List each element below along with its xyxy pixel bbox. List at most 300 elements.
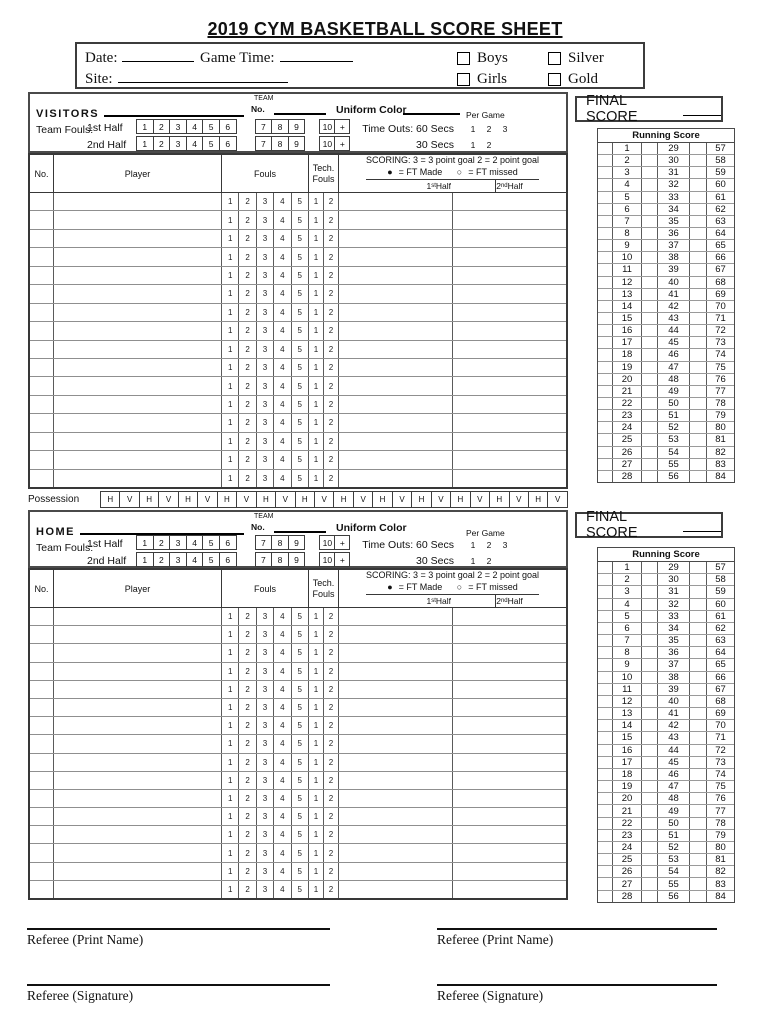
score-mark-cell[interactable] xyxy=(641,228,657,239)
score-mark-cell[interactable] xyxy=(689,574,706,585)
score-mark-cell[interactable] xyxy=(641,192,657,203)
foul-cell[interactable]: 5 xyxy=(292,790,309,807)
score-number-cell[interactable]: 19 xyxy=(612,362,641,373)
foul-cell[interactable]: 1 xyxy=(222,644,239,661)
foul-cell[interactable]: 2 xyxy=(239,717,256,734)
score-number-cell[interactable]: 39 xyxy=(657,264,689,275)
score-number-cell[interactable]: 79 xyxy=(706,410,734,421)
tech-foul-cell[interactable]: 2 xyxy=(324,808,339,825)
score-mark-cell[interactable] xyxy=(689,635,706,646)
player-number-cell[interactable] xyxy=(30,451,54,468)
foul-cell[interactable]: 1 xyxy=(222,790,239,807)
possession-cell[interactable]: H xyxy=(489,491,509,508)
score-mark-cell[interactable] xyxy=(689,781,706,792)
foul-cell[interactable]: 1 xyxy=(222,881,239,898)
score-mark-cell[interactable] xyxy=(641,854,657,865)
score-mark-cell[interactable] xyxy=(689,623,706,634)
tech-foul-cell[interactable]: 1 xyxy=(309,377,324,394)
player-number-cell[interactable] xyxy=(30,304,54,321)
score-mark-cell[interactable] xyxy=(641,155,657,166)
score-mark-cell[interactable] xyxy=(598,264,612,275)
tech-foul-cell[interactable]: 2 xyxy=(324,735,339,752)
player-number-cell[interactable] xyxy=(30,699,54,716)
score-number-cell[interactable]: 48 xyxy=(657,374,689,385)
score-mark-cell[interactable] xyxy=(641,586,657,597)
score-number-cell[interactable]: 44 xyxy=(657,325,689,336)
score-number-cell[interactable]: 68 xyxy=(706,277,734,288)
foul-cell[interactable]: 1 xyxy=(222,808,239,825)
player-name-cell[interactable] xyxy=(54,663,222,680)
scoring-second-half-cell[interactable] xyxy=(453,881,566,898)
score-number-cell[interactable]: 21 xyxy=(612,386,641,397)
score-number-cell[interactable]: 12 xyxy=(612,277,641,288)
player-number-cell[interactable] xyxy=(30,735,54,752)
scoring-second-half-cell[interactable] xyxy=(453,681,566,698)
score-mark-cell[interactable] xyxy=(689,301,706,312)
score-mark-cell[interactable] xyxy=(641,562,657,573)
team-foul-cell[interactable]: 6 xyxy=(219,535,237,550)
score-number-cell[interactable]: 77 xyxy=(706,386,734,397)
foul-cell[interactable]: 5 xyxy=(292,377,309,394)
score-mark-cell[interactable] xyxy=(689,374,706,385)
foul-cell[interactable]: 3 xyxy=(257,844,274,861)
score-mark-cell[interactable] xyxy=(641,362,657,373)
foul-cell[interactable]: 3 xyxy=(257,881,274,898)
player-number-cell[interactable] xyxy=(30,663,54,680)
tech-foul-cell[interactable]: 1 xyxy=(309,790,324,807)
scoring-second-half-cell[interactable] xyxy=(453,451,566,468)
foul-cell[interactable]: 2 xyxy=(239,304,256,321)
score-number-cell[interactable]: 48 xyxy=(657,793,689,804)
score-number-cell[interactable]: 71 xyxy=(706,313,734,324)
score-mark-cell[interactable] xyxy=(641,240,657,251)
score-number-cell[interactable]: 57 xyxy=(706,143,734,154)
scoring-second-half-cell[interactable] xyxy=(453,285,566,302)
scoring-first-half-cell[interactable] xyxy=(339,663,453,680)
foul-cell[interactable]: 1 xyxy=(222,248,239,265)
foul-cell[interactable]: 1 xyxy=(222,663,239,680)
score-number-cell[interactable]: 32 xyxy=(657,179,689,190)
score-mark-cell[interactable] xyxy=(641,830,657,841)
score-mark-cell[interactable] xyxy=(598,313,612,324)
foul-cell[interactable]: 3 xyxy=(257,396,274,413)
score-mark-cell[interactable] xyxy=(641,398,657,409)
player-name-cell[interactable] xyxy=(54,377,222,394)
player-name-cell[interactable] xyxy=(54,844,222,861)
scoring-second-half-cell[interactable] xyxy=(453,790,566,807)
foul-cell[interactable]: 3 xyxy=(257,663,274,680)
score-mark-cell[interactable] xyxy=(689,757,706,768)
player-number-cell[interactable] xyxy=(30,248,54,265)
checkbox-icon[interactable] xyxy=(548,73,561,86)
score-mark-cell[interactable] xyxy=(689,805,706,816)
scoring-first-half-cell[interactable] xyxy=(339,844,453,861)
timeout-count-cell[interactable]: 2 xyxy=(486,140,492,150)
tech-foul-cell[interactable]: 1 xyxy=(309,881,324,898)
foul-cell[interactable]: 2 xyxy=(239,663,256,680)
foul-cell[interactable]: 3 xyxy=(257,322,274,339)
score-mark-cell[interactable] xyxy=(689,818,706,829)
foul-cell[interactable]: 4 xyxy=(274,433,291,450)
foul-cell[interactable]: 5 xyxy=(292,808,309,825)
player-name-cell[interactable] xyxy=(54,626,222,643)
score-mark-cell[interactable] xyxy=(689,252,706,263)
score-number-cell[interactable]: 13 xyxy=(612,708,641,719)
score-mark-cell[interactable] xyxy=(598,745,612,756)
player-name-cell[interactable] xyxy=(54,717,222,734)
score-mark-cell[interactable] xyxy=(641,325,657,336)
possession-cell[interactable]: V xyxy=(275,491,295,508)
timeout-count-cell[interactable]: 1 xyxy=(470,540,476,550)
tech-foul-cell[interactable]: 1 xyxy=(309,644,324,661)
foul-cell[interactable]: 5 xyxy=(292,863,309,880)
tech-foul-cell[interactable]: 1 xyxy=(309,470,324,487)
timeout-count-cell[interactable]: 3 xyxy=(502,540,508,550)
foul-cell[interactable]: 3 xyxy=(257,644,274,661)
score-number-cell[interactable]: 5 xyxy=(612,192,641,203)
team-foul-cell[interactable]: 6 xyxy=(219,552,237,567)
foul-cell[interactable]: 1 xyxy=(222,826,239,843)
score-number-cell[interactable]: 6 xyxy=(612,623,641,634)
foul-cell[interactable]: 2 xyxy=(239,377,256,394)
score-mark-cell[interactable] xyxy=(598,599,612,610)
tech-foul-cell[interactable]: 2 xyxy=(324,304,339,321)
team-foul-cell[interactable]: 3 xyxy=(169,136,187,151)
team-foul-cell[interactable]: 4 xyxy=(186,552,204,567)
foul-cell[interactable]: 4 xyxy=(274,663,291,680)
team-number-line[interactable] xyxy=(274,100,326,115)
foul-cell[interactable]: 5 xyxy=(292,608,309,625)
score-number-cell[interactable]: 53 xyxy=(657,854,689,865)
score-mark-cell[interactable] xyxy=(689,325,706,336)
score-mark-cell[interactable] xyxy=(641,745,657,756)
score-mark-cell[interactable] xyxy=(689,410,706,421)
scoring-first-half-cell[interactable] xyxy=(339,285,453,302)
tech-foul-cell[interactable]: 1 xyxy=(309,248,324,265)
score-mark-cell[interactable] xyxy=(598,277,612,288)
foul-cell[interactable]: 1 xyxy=(222,396,239,413)
score-number-cell[interactable]: 30 xyxy=(657,574,689,585)
foul-cell[interactable]: 2 xyxy=(239,754,256,771)
possession-cell[interactable]: H xyxy=(295,491,315,508)
score-mark-cell[interactable] xyxy=(598,228,612,239)
tech-foul-cell[interactable]: 2 xyxy=(324,790,339,807)
score-number-cell[interactable]: 72 xyxy=(706,325,734,336)
team-foul-cell[interactable]: 5 xyxy=(202,552,220,567)
foul-cell[interactable]: 5 xyxy=(292,699,309,716)
player-name-cell[interactable] xyxy=(54,735,222,752)
player-number-cell[interactable] xyxy=(30,341,54,358)
foul-cell[interactable]: 1 xyxy=(222,304,239,321)
team-foul-cell[interactable]: + xyxy=(334,552,350,567)
score-mark-cell[interactable] xyxy=(689,696,706,707)
scoring-first-half-cell[interactable] xyxy=(339,608,453,625)
score-number-cell[interactable]: 73 xyxy=(706,757,734,768)
team-foul-cell[interactable]: + xyxy=(334,535,350,550)
score-mark-cell[interactable] xyxy=(641,313,657,324)
score-number-cell[interactable]: 2 xyxy=(612,155,641,166)
timeout-count-cell[interactable]: 1 xyxy=(470,140,476,150)
foul-cell[interactable]: 4 xyxy=(274,248,291,265)
scoring-second-half-cell[interactable] xyxy=(453,304,566,321)
player-name-cell[interactable] xyxy=(54,248,222,265)
scoring-first-half-cell[interactable] xyxy=(339,359,453,376)
scoring-second-half-cell[interactable] xyxy=(453,414,566,431)
scoring-second-half-cell[interactable] xyxy=(453,341,566,358)
foul-cell[interactable]: 4 xyxy=(274,211,291,228)
possession-cell[interactable]: H xyxy=(100,491,120,508)
score-number-cell[interactable]: 82 xyxy=(706,866,734,877)
score-number-cell[interactable]: 10 xyxy=(612,252,641,263)
foul-cell[interactable]: 2 xyxy=(239,772,256,789)
score-mark-cell[interactable] xyxy=(641,459,657,470)
foul-cell[interactable]: 3 xyxy=(257,285,274,302)
foul-cell[interactable]: 3 xyxy=(257,211,274,228)
possession-cell[interactable]: H xyxy=(217,491,237,508)
score-number-cell[interactable]: 61 xyxy=(706,611,734,622)
tech-foul-cell[interactable]: 2 xyxy=(324,681,339,698)
score-mark-cell[interactable] xyxy=(598,471,612,482)
score-mark-cell[interactable] xyxy=(689,349,706,360)
score-mark-cell[interactable] xyxy=(689,362,706,373)
team-foul-cell[interactable]: 4 xyxy=(186,136,204,151)
score-mark-cell[interactable] xyxy=(641,289,657,300)
foul-cell[interactable]: 4 xyxy=(274,790,291,807)
score-mark-cell[interactable] xyxy=(598,818,612,829)
tech-foul-cell[interactable]: 2 xyxy=(324,211,339,228)
scoring-second-half-cell[interactable] xyxy=(453,433,566,450)
score-mark-cell[interactable] xyxy=(689,216,706,227)
foul-cell[interactable]: 2 xyxy=(239,470,256,487)
foul-cell[interactable]: 4 xyxy=(274,808,291,825)
score-number-cell[interactable]: 49 xyxy=(657,386,689,397)
score-number-cell[interactable]: 40 xyxy=(657,277,689,288)
player-name-cell[interactable] xyxy=(54,772,222,789)
team-foul-cell[interactable]: 3 xyxy=(169,552,187,567)
foul-cell[interactable]: 5 xyxy=(292,644,309,661)
player-name-cell[interactable] xyxy=(54,826,222,843)
score-number-cell[interactable]: 70 xyxy=(706,720,734,731)
score-mark-cell[interactable] xyxy=(689,434,706,445)
scoring-second-half-cell[interactable] xyxy=(453,717,566,734)
score-number-cell[interactable]: 15 xyxy=(612,313,641,324)
player-number-cell[interactable] xyxy=(30,863,54,880)
scoring-first-half-cell[interactable] xyxy=(339,433,453,450)
tech-foul-cell[interactable]: 2 xyxy=(324,663,339,680)
foul-cell[interactable]: 3 xyxy=(257,267,274,284)
scoring-first-half-cell[interactable] xyxy=(339,826,453,843)
player-number-cell[interactable] xyxy=(30,754,54,771)
score-number-cell[interactable]: 41 xyxy=(657,708,689,719)
score-number-cell[interactable]: 52 xyxy=(657,842,689,853)
score-mark-cell[interactable] xyxy=(598,574,612,585)
score-mark-cell[interactable] xyxy=(689,167,706,178)
player-number-cell[interactable] xyxy=(30,608,54,625)
foul-cell[interactable]: 2 xyxy=(239,285,256,302)
score-number-cell[interactable]: 36 xyxy=(657,647,689,658)
scoring-second-half-cell[interactable] xyxy=(453,735,566,752)
checkbox-icon[interactable] xyxy=(457,73,470,86)
score-mark-cell[interactable] xyxy=(598,878,612,889)
tech-foul-cell[interactable]: 2 xyxy=(324,396,339,413)
score-number-cell[interactable]: 29 xyxy=(657,143,689,154)
foul-cell[interactable]: 5 xyxy=(292,396,309,413)
score-number-cell[interactable]: 68 xyxy=(706,696,734,707)
tech-foul-cell[interactable]: 2 xyxy=(324,881,339,898)
foul-cell[interactable]: 3 xyxy=(257,808,274,825)
scoring-second-half-cell[interactable] xyxy=(453,267,566,284)
game-time-input-line[interactable] xyxy=(280,48,353,62)
tech-foul-cell[interactable]: 1 xyxy=(309,285,324,302)
player-name-cell[interactable] xyxy=(54,322,222,339)
score-mark-cell[interactable] xyxy=(689,647,706,658)
score-mark-cell[interactable] xyxy=(641,277,657,288)
checkbox-icon[interactable] xyxy=(457,52,470,65)
scoring-first-half-cell[interactable] xyxy=(339,211,453,228)
score-number-cell[interactable]: 14 xyxy=(612,720,641,731)
score-mark-cell[interactable] xyxy=(641,216,657,227)
foul-cell[interactable]: 3 xyxy=(257,341,274,358)
score-mark-cell[interactable] xyxy=(598,769,612,780)
score-number-cell[interactable]: 26 xyxy=(612,866,641,877)
score-mark-cell[interactable] xyxy=(598,866,612,877)
score-number-cell[interactable]: 35 xyxy=(657,635,689,646)
scoring-first-half-cell[interactable] xyxy=(339,681,453,698)
score-number-cell[interactable]: 53 xyxy=(657,434,689,445)
score-number-cell[interactable]: 64 xyxy=(706,647,734,658)
score-mark-cell[interactable] xyxy=(598,781,612,792)
scoring-first-half-cell[interactable] xyxy=(339,881,453,898)
scoring-second-half-cell[interactable] xyxy=(453,322,566,339)
score-number-cell[interactable]: 83 xyxy=(706,878,734,889)
player-number-cell[interactable] xyxy=(30,826,54,843)
score-mark-cell[interactable] xyxy=(598,562,612,573)
score-mark-cell[interactable] xyxy=(598,611,612,622)
score-mark-cell[interactable] xyxy=(641,471,657,482)
score-mark-cell[interactable] xyxy=(689,659,706,670)
score-mark-cell[interactable] xyxy=(641,805,657,816)
score-number-cell[interactable]: 83 xyxy=(706,459,734,470)
tech-foul-cell[interactable]: 2 xyxy=(324,414,339,431)
scoring-first-half-cell[interactable] xyxy=(339,790,453,807)
score-mark-cell[interactable] xyxy=(598,842,612,853)
final-score-line[interactable] xyxy=(683,103,721,116)
foul-cell[interactable]: 3 xyxy=(257,772,274,789)
score-mark-cell[interactable] xyxy=(598,362,612,373)
player-number-cell[interactable] xyxy=(30,267,54,284)
score-mark-cell[interactable] xyxy=(641,891,657,902)
score-mark-cell[interactable] xyxy=(598,349,612,360)
team-foul-cell[interactable]: 3 xyxy=(169,119,187,134)
score-mark-cell[interactable] xyxy=(689,337,706,348)
score-mark-cell[interactable] xyxy=(598,647,612,658)
checkbox-icon[interactable] xyxy=(548,52,561,65)
score-number-cell[interactable]: 42 xyxy=(657,720,689,731)
foul-cell[interactable]: 4 xyxy=(274,735,291,752)
team-foul-cell[interactable]: 8 xyxy=(271,535,289,550)
player-name-cell[interactable] xyxy=(54,267,222,284)
scoring-first-half-cell[interactable] xyxy=(339,644,453,661)
score-mark-cell[interactable] xyxy=(689,672,706,683)
tech-foul-cell[interactable]: 1 xyxy=(309,211,324,228)
score-number-cell[interactable]: 31 xyxy=(657,167,689,178)
tech-foul-cell[interactable]: 2 xyxy=(324,644,339,661)
possession-cell[interactable]: V xyxy=(353,491,373,508)
score-number-cell[interactable]: 57 xyxy=(706,562,734,573)
score-number-cell[interactable]: 84 xyxy=(706,891,734,902)
player-number-cell[interactable] xyxy=(30,644,54,661)
foul-cell[interactable]: 4 xyxy=(274,826,291,843)
team-number-line[interactable] xyxy=(274,518,326,533)
tech-foul-cell[interactable]: 1 xyxy=(309,451,324,468)
score-number-cell[interactable]: 62 xyxy=(706,623,734,634)
score-number-cell[interactable]: 35 xyxy=(657,216,689,227)
foul-cell[interactable]: 1 xyxy=(222,433,239,450)
score-number-cell[interactable]: 70 xyxy=(706,301,734,312)
player-number-cell[interactable] xyxy=(30,433,54,450)
foul-cell[interactable]: 5 xyxy=(292,451,309,468)
tech-foul-cell[interactable]: 1 xyxy=(309,772,324,789)
score-mark-cell[interactable] xyxy=(641,842,657,853)
foul-cell[interactable]: 1 xyxy=(222,844,239,861)
score-mark-cell[interactable] xyxy=(598,167,612,178)
score-number-cell[interactable]: 42 xyxy=(657,301,689,312)
foul-cell[interactable]: 1 xyxy=(222,608,239,625)
player-number-cell[interactable] xyxy=(30,772,54,789)
foul-cell[interactable]: 4 xyxy=(274,717,291,734)
score-number-cell[interactable]: 11 xyxy=(612,684,641,695)
foul-cell[interactable]: 3 xyxy=(257,735,274,752)
score-mark-cell[interactable] xyxy=(641,635,657,646)
timeout-count-cell[interactable]: 2 xyxy=(486,556,492,566)
tech-foul-cell[interactable]: 1 xyxy=(309,699,324,716)
timeout-count-cell[interactable]: 2 xyxy=(486,540,492,550)
score-mark-cell[interactable] xyxy=(598,386,612,397)
player-number-cell[interactable] xyxy=(30,285,54,302)
score-mark-cell[interactable] xyxy=(598,434,612,445)
foul-cell[interactable]: 5 xyxy=(292,663,309,680)
score-mark-cell[interactable] xyxy=(689,471,706,482)
scoring-first-half-cell[interactable] xyxy=(339,863,453,880)
score-mark-cell[interactable] xyxy=(598,252,612,263)
score-mark-cell[interactable] xyxy=(689,830,706,841)
score-number-cell[interactable]: 38 xyxy=(657,252,689,263)
tech-foul-cell[interactable]: 1 xyxy=(309,735,324,752)
foul-cell[interactable]: 5 xyxy=(292,304,309,321)
tech-foul-cell[interactable]: 1 xyxy=(309,608,324,625)
tech-foul-cell[interactable]: 2 xyxy=(324,470,339,487)
score-number-cell[interactable]: 27 xyxy=(612,878,641,889)
foul-cell[interactable]: 4 xyxy=(274,267,291,284)
score-mark-cell[interactable] xyxy=(641,252,657,263)
player-number-cell[interactable] xyxy=(30,322,54,339)
possession-cell[interactable]: V xyxy=(158,491,178,508)
score-mark-cell[interactable] xyxy=(641,659,657,670)
foul-cell[interactable]: 3 xyxy=(257,863,274,880)
score-number-cell[interactable]: 56 xyxy=(657,891,689,902)
scoring-second-half-cell[interactable] xyxy=(453,863,566,880)
foul-cell[interactable]: 2 xyxy=(239,211,256,228)
score-mark-cell[interactable] xyxy=(689,447,706,458)
score-number-cell[interactable]: 24 xyxy=(612,422,641,433)
score-number-cell[interactable]: 60 xyxy=(706,179,734,190)
score-number-cell[interactable]: 46 xyxy=(657,349,689,360)
scoring-second-half-cell[interactable] xyxy=(453,470,566,487)
scoring-first-half-cell[interactable] xyxy=(339,626,453,643)
score-number-cell[interactable]: 19 xyxy=(612,781,641,792)
foul-cell[interactable]: 3 xyxy=(257,790,274,807)
foul-cell[interactable]: 3 xyxy=(257,626,274,643)
